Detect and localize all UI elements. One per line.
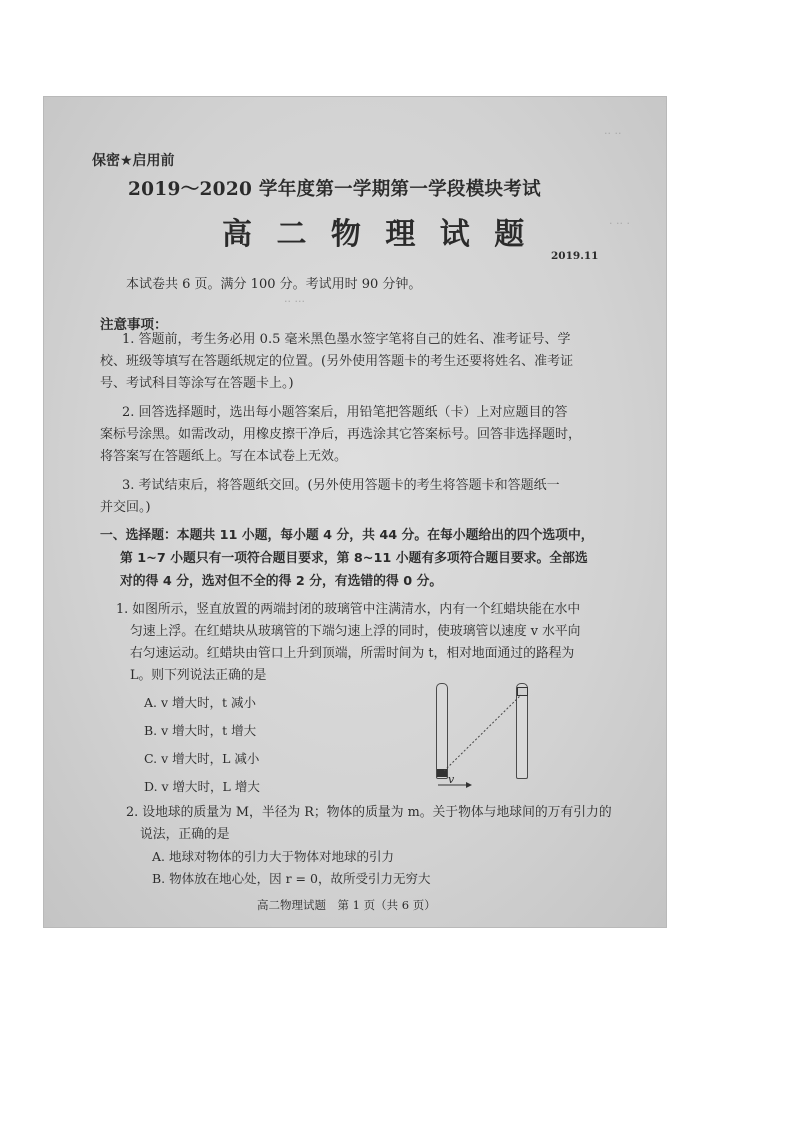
notice-item-1-line-1: 1. 答题前，考生务必用 0.5 毫米黑色墨水签字笔将自己的姓名、准考证号、学	[122, 332, 571, 347]
velocity-label: v	[448, 773, 455, 786]
q1-option-a: A. v 增大时，t 减小	[144, 695, 257, 710]
notice-item-1-line-3: 号、考试科目等涂写在答题卡上。)	[100, 376, 294, 391]
velocity-arrow-head-icon	[466, 782, 472, 788]
notice-item-1-line-2: 校、班级等填写在答题纸规定的位置。(另外使用答题卡的考生还要将姓名、准考证	[100, 354, 574, 369]
q2-option-b: B. 物体放在地心处，因 r = 0，故所受引力无穷大	[152, 871, 431, 886]
notice-item-3-line-1: 3. 考试结束后，将答题纸交回。(另外使用答题卡的考生将答题卡和答题纸一	[122, 478, 560, 493]
q1-stem-line-3: 右匀速运动。红蜡块由管口上升到顶端，所需时间为 t，相对地面通过的路程为	[130, 646, 575, 661]
notice-item-2-line-2: 案标号涂黑。如需改动，用橡皮擦干净后，再选涂其它答案标号。回答非选择题时，	[100, 427, 582, 442]
notice-item-2-line-3: 将答案写在答题纸上。写在本试卷上无效。	[100, 449, 348, 464]
q1-figure	[424, 681, 544, 791]
trajectory-svg	[424, 681, 544, 791]
section-1-line-3: 对的得 4 分，选对但不全的得 2 分，有选错的得 0 分。	[120, 574, 443, 589]
page-footer: 高二物理试题 第 1 页（共 6 页）	[257, 898, 436, 912]
intro-text: 本试卷共 6 页。满分 100 分。考试用时 90 分钟。	[126, 277, 422, 292]
bleed-through-mark: ·· ··	[604, 127, 622, 140]
subject-title: 高 二 物 理 试 题	[222, 217, 532, 252]
section-1-line-2: 第 1~7 小题只有一项符合题目要求，第 8~11 小题有多项符合题目要求。全部选	[120, 551, 588, 566]
bleed-through-mark: ·· ···	[284, 295, 305, 308]
q1-stem-line-2: 匀速上浮。在红蜡块从玻璃管的下端匀速上浮的同时，使玻璃管以速度 v 水平向	[130, 624, 581, 639]
confidential-label: 保密★启用前	[92, 153, 175, 169]
q2-stem-line-2: 说法，正确的是	[140, 827, 230, 842]
section-1-line-1: 一、选择题：本题共 11 小题，每小题 4 分，共 44 分。在每小题给出的四个选项中，	[100, 528, 594, 543]
exam-title: 2019～2020 学年度第一学期第一学段模块考试	[128, 179, 541, 200]
notice-item-3-line-2: 并交回。)	[100, 500, 151, 515]
q1-option-d: D. v 增大时，L 增大	[144, 779, 260, 794]
notice-heading: 注意事项：	[100, 317, 168, 333]
notice-item-2-line-1: 2. 回答选择题时，选出每小题答案后，用铅笔把答题纸（卡）上对应题目的答	[122, 405, 568, 420]
exam-page-photo	[44, 97, 666, 927]
q1-stem-line-4: L。则下列说法正确的是	[130, 668, 267, 683]
q1-option-c: C. v 增大时，L 减小	[144, 751, 260, 766]
bleed-through-mark: · ·· ·	[609, 217, 630, 230]
trajectory-dashed-line	[444, 695, 521, 771]
exam-date: 2019.11	[551, 250, 599, 262]
q2-stem-line-1: 2. 设地球的质量为 M，半径为 R；物体的质量为 m。关于物体与地球间的万有引力的	[126, 805, 612, 820]
q1-option-b: B. v 增大时，t 增大	[144, 723, 257, 738]
q1-stem-line-1: 1. 如图所示，竖直放置的两端封闭的玻璃管中注满清水，内有一个红蜡块能在水中	[116, 602, 581, 617]
q2-option-a: A. 地球对物体的引力大于物体对地球的引力	[152, 849, 394, 864]
